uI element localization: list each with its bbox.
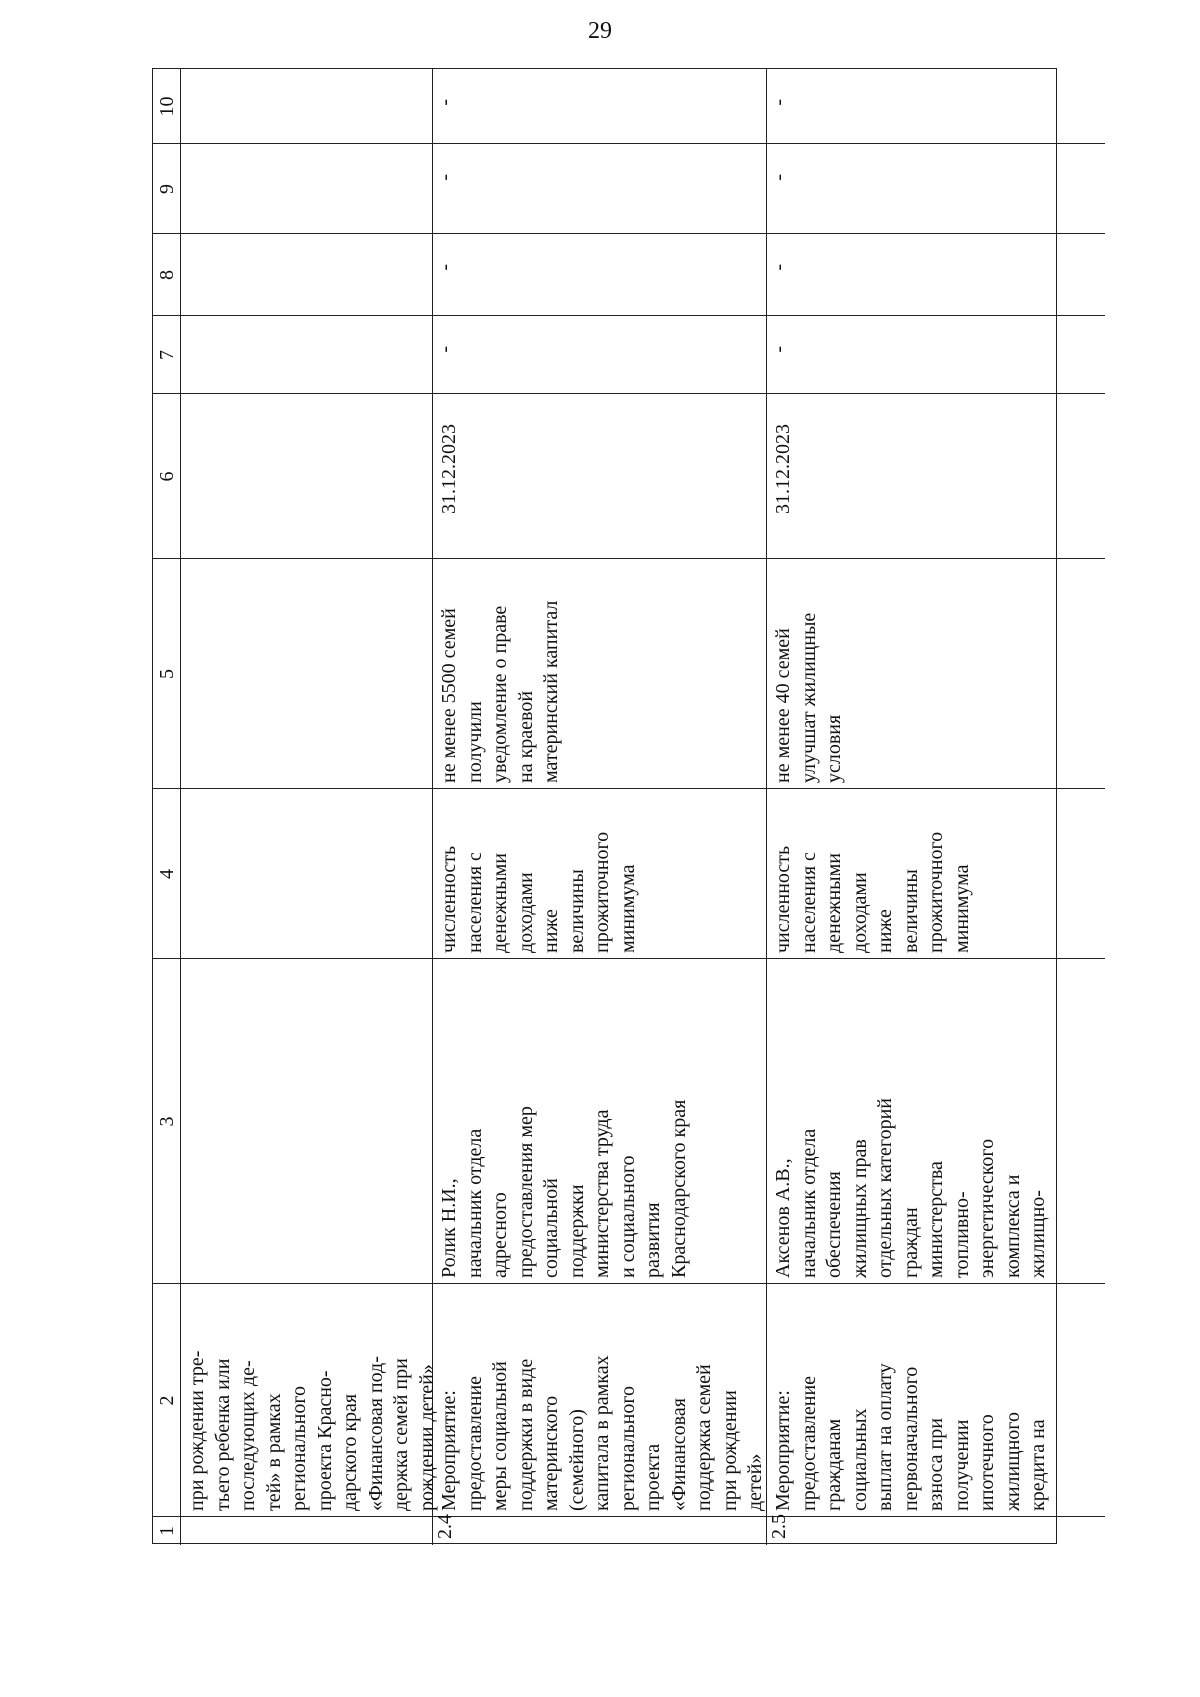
header-cell-10: 10 [156,96,178,117]
row-1-result [181,559,433,789]
activities-table-page [152,68,1057,1544]
table-cell [153,959,181,1284]
row-2-c7: - [434,346,456,353]
table-cell [153,559,181,789]
row-2-result: не менее 5500 семей получили уведомление о праве на краевой материнский капитал [438,600,562,783]
table-cell [153,394,181,559]
table-cell [433,316,767,394]
table-cell [181,69,433,144]
table-cell [433,144,767,234]
row-2-measure: Мероприятие: предоставление меры социальной поддержки в виде материнского (семейного) капитала в рамках регионального проекта «Финансовая поддержка семей при рождении детей» [438,1355,766,1511]
row-2-deadline: 31.12.2023 [438,424,460,514]
row-3-deadline: 31.12.2023 [772,424,794,514]
row-1-measure: при рождении тре- тьего ребенка или последующих де- тей» в рамках регионального проекта Красно- дарского края «Финансовая под- держка семей при рождении детей» [186,1350,438,1511]
header-cell-3: 3 [156,1116,178,1127]
table-cell [181,1284,438,1517]
row-1-responsible [181,959,433,1284]
row-1-c7 [181,316,433,394]
table-cell [153,234,181,316]
table-cell [181,144,433,234]
table-cell [433,1284,767,1517]
table-cell [767,69,1105,144]
row-3-c10: - [768,99,790,106]
table-cell [433,394,767,559]
row-3-measure: Мероприятие: предоставление гражданам социальных выплат на оплату первоначального взноса при получении ипотечного жилищного кредита на [772,1363,1049,1511]
table-cell [767,144,1105,234]
header-cell-1: 1 [156,1526,178,1536]
table-cell [767,394,1105,559]
table-cell [153,789,181,959]
row-1-c8 [181,234,433,316]
row-3-c8: - [768,264,790,271]
row-2-indicator: численность населения с денежными доходами ниже величины прожиточного минимума [438,831,639,953]
row-1-deadline [181,394,433,559]
table-cell [767,1284,1105,1517]
row-1-c9 [181,144,433,234]
table-cell [433,789,767,959]
header-cell-9: 9 [156,184,178,194]
header-cell-4: 4 [156,869,178,879]
table-cell [767,959,1105,1284]
table-cell [433,234,767,316]
table-cell [767,234,1105,316]
table-cell [153,1284,181,1517]
table-cell [767,1514,1105,1545]
header-cell-6: 6 [156,471,178,482]
row-3-indicator: численность населения с денежными доходами ниже величины прожиточного минимума [772,831,973,953]
table-cell [767,316,1105,394]
header-cell-2: 2 [156,1395,178,1406]
row-1-num [181,1517,433,1545]
table-cell [767,559,1105,789]
table-cell [181,789,433,959]
header-cell-7: 7 [156,350,178,360]
row-1-indicator [181,789,433,959]
row-3-num: 2.5 [768,1514,790,1539]
table-cell [433,69,767,144]
row-2-responsible: Ролик Н.И., начальник отдела адресного предоставления мер социальной поддержки министерства труда и социального развития Краснодарского края [438,1099,690,1278]
table-cell [153,316,181,394]
table-cell [433,1514,767,1545]
row-3-c9: - [768,174,790,181]
table-cell [433,559,767,789]
table-cell [153,144,181,234]
page-number: 29 [588,18,612,44]
table-cell [153,1517,181,1545]
table-cell [181,959,433,1284]
row-2-c10: - [434,99,456,106]
table-cell [181,316,433,394]
table-cell [181,394,433,559]
row-2-num: 2.4 [434,1514,456,1539]
table-cell [181,234,433,316]
row-3-c7: - [768,346,790,353]
header-cell-8: 8 [156,270,178,280]
table-cell [767,789,1105,959]
table-cell [153,69,181,144]
table-cell [181,559,433,789]
header-cell-5: 5 [156,669,178,679]
row-3-result: не менее 40 семей улучшат жилищные условия [772,612,845,783]
table-cell [181,1517,433,1545]
row-2-c9: - [434,174,456,181]
row-3-responsible: Аксенов А.В., начальник отдела обеспечения жилищных прав отдельных категорий граждан министерства топливно- энергетического комплекса и жилищно- [772,1097,1049,1278]
row-2-c8: - [434,264,456,271]
row-1-c10 [181,69,433,144]
table-cell [433,959,767,1284]
